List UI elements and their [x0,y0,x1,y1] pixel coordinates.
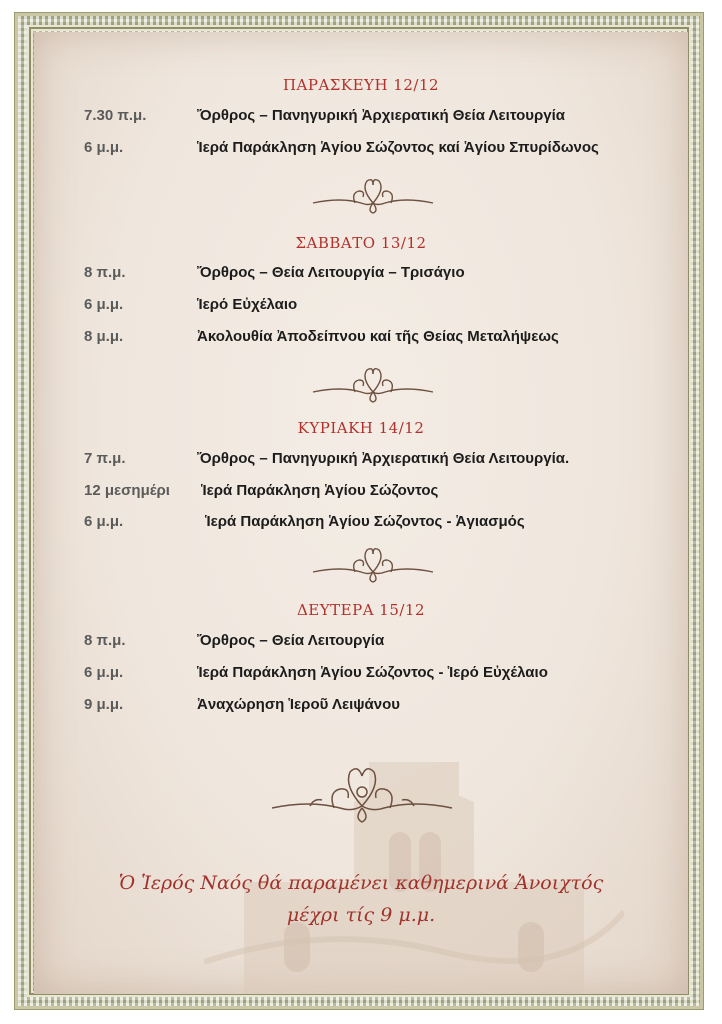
section-title-saturday: ΣΑΒΒΑΤΟ 13/12 [295,234,427,252]
schedule-event: Ἱερό Εὐχέλαιο [197,296,298,313]
schedule-time: 9 μ.μ. [84,696,124,713]
footer-notice-line2: μέχρι τίς 9 μ.μ. [286,904,436,926]
schedule-event: Ἀκολουθία Ἀποδείπνου καί τῆς Θείας Μεταλήψεως [197,328,559,345]
schedule-event: Ἀναχώρηση Ἱεροῦ Λειψάνου [197,696,401,713]
schedule-event: Ὄρθρος – Πανηγυρική Ἀρχιερατική Θεία Λειτουργία [197,107,566,124]
schedule-time: 8 μ.μ. [84,328,124,345]
schedule-event: Ἱερά Παράκληση Ἁγίου Σώζοντος [201,482,439,499]
schedule-event: Ὄρθρος – Θεία Λειτουργία [197,632,385,649]
schedule-time: 8 π.μ. [84,264,126,281]
schedule-event: Ἱερά Παράκληση Ἁγίου Σώζοντος - Ἱερό Εὐχέλαιο [197,664,548,681]
schedule-time: 6 μ.μ. [84,664,124,681]
schedule-time: 6 μ.μ. [84,513,124,530]
schedule-time: 7 π.μ. [84,450,126,467]
section-title-sunday: ΚΥΡΙΑΚΗ 14/12 [297,419,425,437]
schedule-event: Ἱερά Παράκληση Ἁγίου Σώζοντος καί Ἁγίου Σπυρίδωνος [197,139,599,156]
schedule-event: Ἱερά Παράκληση Ἁγίου Σώζοντος - Ἁγιασμός [205,513,525,530]
section-title-monday: ΔΕΥΤΕΡΑ 15/12 [296,601,426,619]
large-ornament-icon [270,762,454,824]
ornament-divider-icon [311,175,435,215]
ornament-divider-icon [311,364,435,404]
schedule-event: Ὄρθρος – Θεία Λειτουργία – Τρισάγιο [197,264,465,281]
schedule-time: 12 μεσημέρι [84,482,170,499]
schedule-time: 8 π.μ. [84,632,126,649]
ornament-divider-icon [311,544,435,584]
schedule-time: 7.30 π.μ. [84,107,147,124]
schedule-time: 6 μ.μ. [84,296,124,313]
footer-notice-line1: Ὁ Ἱερός Ναός θά παραμένει καθημερινά Ἀνοιχτός [118,872,604,894]
section-title-friday: ΠΑΡΑΣΚΕΥΗ 12/12 [282,76,440,94]
schedule-event: Ὄρθρος – Πανηγυρική Ἀρχιερατική Θεία Λειτουργία. [197,450,570,467]
parchment-page [34,32,688,994]
schedule-time: 6 μ.μ. [84,139,124,156]
